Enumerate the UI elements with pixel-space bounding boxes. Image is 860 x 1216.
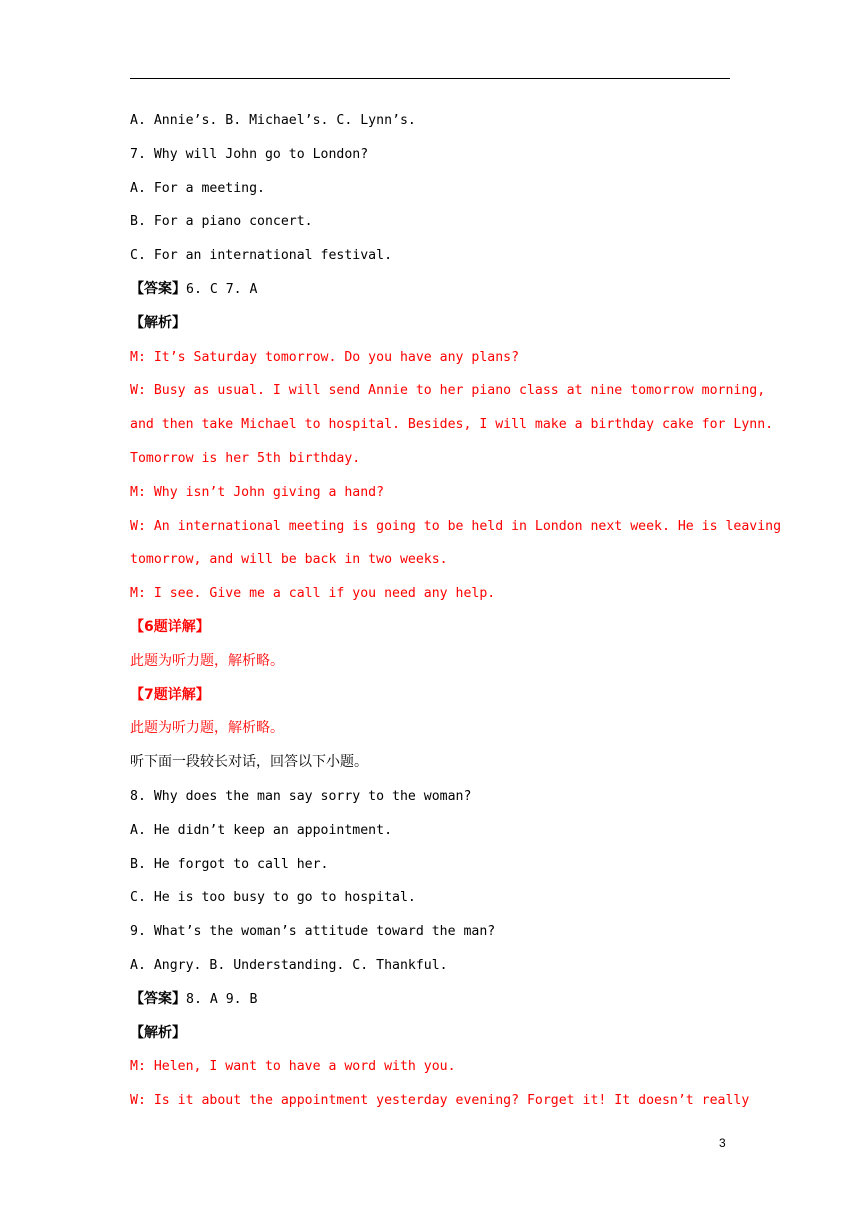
line-text: and then take Michael to hospital. Besides, I will make a birthday cake for Lynn. [130, 417, 774, 433]
text-line [130, 307, 730, 341]
text-line [130, 476, 730, 510]
section-label: 【7题详解】 [130, 686, 210, 703]
text-line [130, 983, 730, 1017]
line-text: 此题为听力题，解析略。 [130, 720, 284, 737]
line-text: 听下面一段较长对话，回答以下小题。 [130, 754, 368, 771]
page-number: 3 [719, 1136, 726, 1150]
text-line [130, 341, 730, 375]
line-text: 7. Why will John go to London? [130, 146, 369, 162]
line-text: A. Annie’s. B. Michael’s. C. Lynn’s. [130, 113, 416, 128]
text-line [130, 1050, 730, 1084]
line-text: W: Busy as usual. I will send Annie to her piano class at nine tomorrow morning, [130, 383, 766, 399]
line-text: B. He forgot to call her. [130, 856, 329, 872]
line-text: A. For a meeting. [130, 180, 265, 196]
line-text: tomorrow, and will be back in two weeks. [130, 552, 448, 568]
text-line [130, 408, 774, 442]
text-line [130, 915, 730, 949]
line-text: C. He is too busy to go to hospital. [130, 890, 416, 906]
line-text: W: Is it about the appointment yesterday evening? Forget it! It doesn’t really [130, 1093, 750, 1109]
line-text: 此题为听力题，解析略。 [130, 652, 284, 669]
text-line [130, 239, 730, 273]
section-label: 【答案】 [130, 990, 186, 1007]
line-text: W: An international meeting is going to be held in London next week. He is leaving [130, 518, 782, 534]
text-line [130, 848, 730, 882]
line-text: B. For a piano concert. [130, 214, 313, 230]
line-text: 6. C 7. A [186, 281, 258, 297]
section-label: 【6题详解】 [130, 618, 210, 635]
text-line [130, 104, 730, 138]
text-line [130, 679, 730, 713]
text-line [130, 712, 730, 746]
section-label: 【解析】 [130, 314, 186, 331]
text-line [130, 1017, 730, 1051]
line-text: M: It’s Saturday tomorrow. Do you have any plans? [130, 349, 520, 365]
text-line [130, 273, 730, 307]
section-label: 【解析】 [130, 1024, 186, 1041]
text-line [130, 374, 766, 408]
section-label: 【答案】 [130, 280, 186, 297]
line-text: 8. A 9. B [186, 991, 258, 1007]
document-body [130, 104, 782, 1118]
line-text: M: Helen, I want to have a word with you. [130, 1059, 456, 1075]
text-line [130, 611, 730, 645]
line-text: M: I see. Give me a call if you need any help. [130, 586, 496, 602]
text-line [130, 577, 730, 611]
text-line [130, 746, 730, 780]
line-text: 9. What’s the woman’s attitude toward the man? [130, 924, 496, 940]
text-line [130, 442, 730, 476]
text-line [130, 814, 730, 848]
text-line [130, 780, 730, 814]
line-text: C. For an international festival. [130, 248, 393, 264]
text-line [130, 881, 730, 915]
header-rule [130, 78, 730, 79]
text-line [130, 172, 730, 206]
text-line [130, 645, 730, 679]
text-line [130, 510, 782, 544]
text-line [130, 949, 730, 983]
text-line [130, 205, 730, 239]
line-text: A. He didn’t keep an appointment. [130, 822, 393, 838]
text-line [130, 138, 730, 172]
line-text: A. Angry. B. Understanding. C. Thankful. [130, 957, 448, 973]
line-text: Tomorrow is her 5th birthday. [130, 450, 361, 466]
line-text: M: Why isn’t John giving a hand? [130, 484, 385, 500]
text-line [130, 543, 730, 577]
text-line [130, 1084, 750, 1118]
line-text: 8. Why does the man say sorry to the woman? [130, 788, 472, 804]
